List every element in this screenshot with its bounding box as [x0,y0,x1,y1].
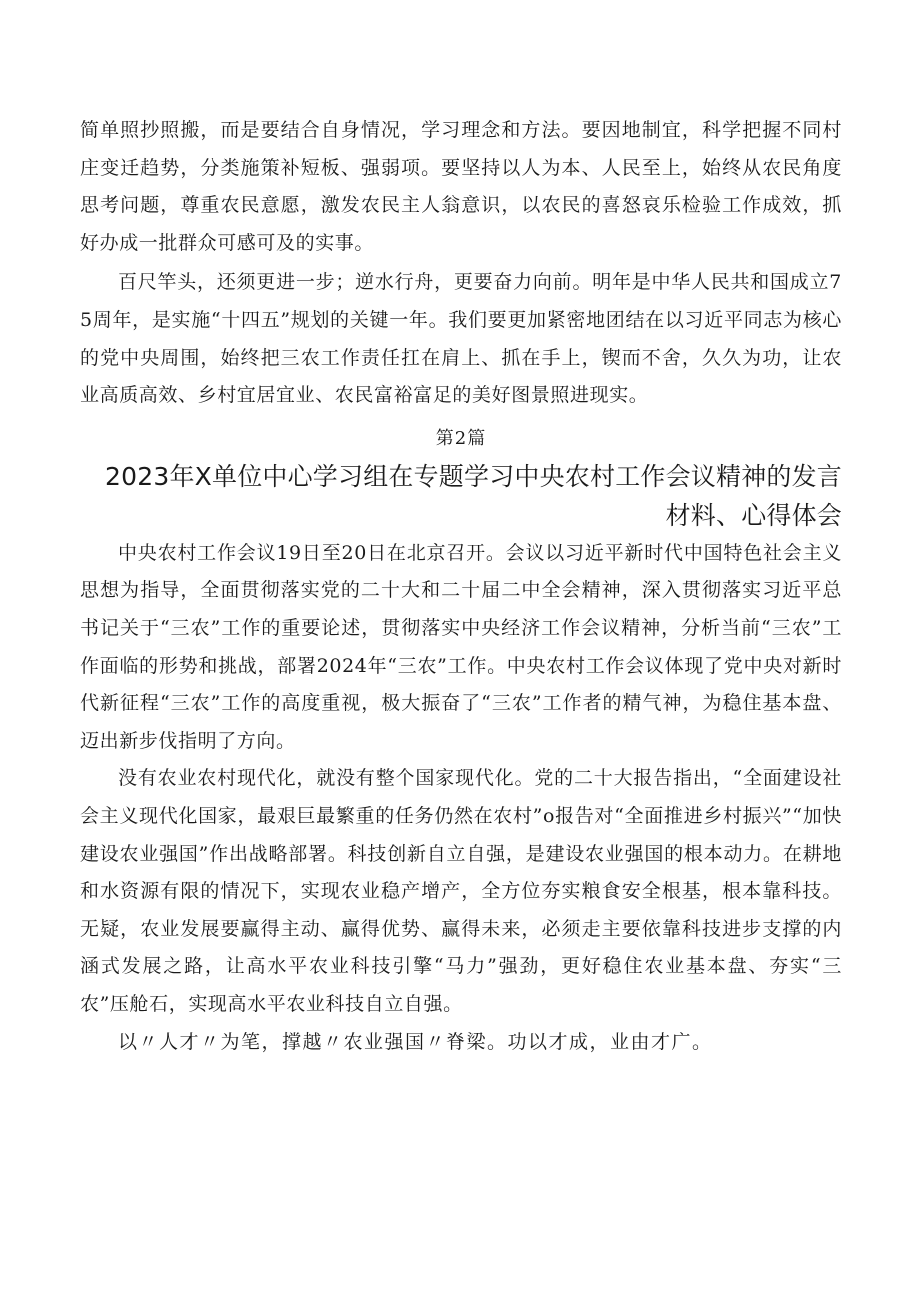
section-title: 2023年X单位中心学习组在专题学习中央农村工作会议精神的发言材料、心得体会 [105,461,842,530]
paragraph-closing: 百尺竿头，还须更进一步；逆水行舟，更要奋力向前。明年是中华人民共和国成立75周年，是实施“十四五”规划的关键一年。我们要更加紧密地团结在以习近平同志为核心的党中央周围，始终把三农工作责任扛在肩上、抓在手上，锲而不舍，久久为功，让农业高质高效、乡村宜居宜业、农民富裕富足的美好图景照进现实。 [80,271,842,407]
paragraph-continuation: 简单照抄照搬，而是要结合自身情况，学习理念和方法。要因地制宜，科学把握不同村庄变迁趋势，分类施策补短板、强弱项。要坚持以人为本、人民至上，始终从农民角度思考问题，尊重农民意愿，激发农民主人翁意识，以农民的喜怒哀乐检验工作成效，抓好办成一批群众可感可及的实事。 [80,119,842,254]
document-page [80,112,842,1061]
paragraph-talent: 以〃人才〃为笔，撑越〃农业强国〃脊梁。功以才成，业由才广。 [118,1031,713,1054]
paragraph-meeting-intro: 中央农村工作会议19日至20日在北京召开。会议以习近平新时代中国特色社会主义思想为指导，全面贯彻落实党的二十大和二十届二中全会精神，深入贯彻落实习近平总书记关于“三农”工作的重要论述，贯彻落实中央经济工作会议精神，分析当前“三农”工作面临的形势和挑战，部署2024年“三农”工作。中央农村工作会议体现了党中央对新时代新征程“三农”工作的高度重视，极大振奋了“三农”工作者的精气神，为稳住基本盘、迈出新步伐指明了方向。 [80,541,842,752]
section-number: 第2篇 [435,427,487,449]
paragraph-modernization: 没有农业农村现代化，就没有整个国家现代化。党的二十大报告指出，“全面建设社会主义现代化国家，最艰巨最繁重的任务仍然在农村”o报告对“全面推进乡村振兴”“加快建设农业强国”作出战略部署。科技创新自立自强，是建设农业强国的根本动力。在耕地和水资源有限的情况下，实现农业稳产增产，全方位夯实粮食安全根基，根本靠科技。无疑，农业发展要赢得主动、赢得优势、赢得未来，必须走主要依靠科技进步支撑的内涵式发展之路，让高水平农业科技引擎“马力”强劲，更好稳住农业基本盘、夯实“三农”压舱石，实现高水平农业科技自立自强。 [80,767,842,1015]
